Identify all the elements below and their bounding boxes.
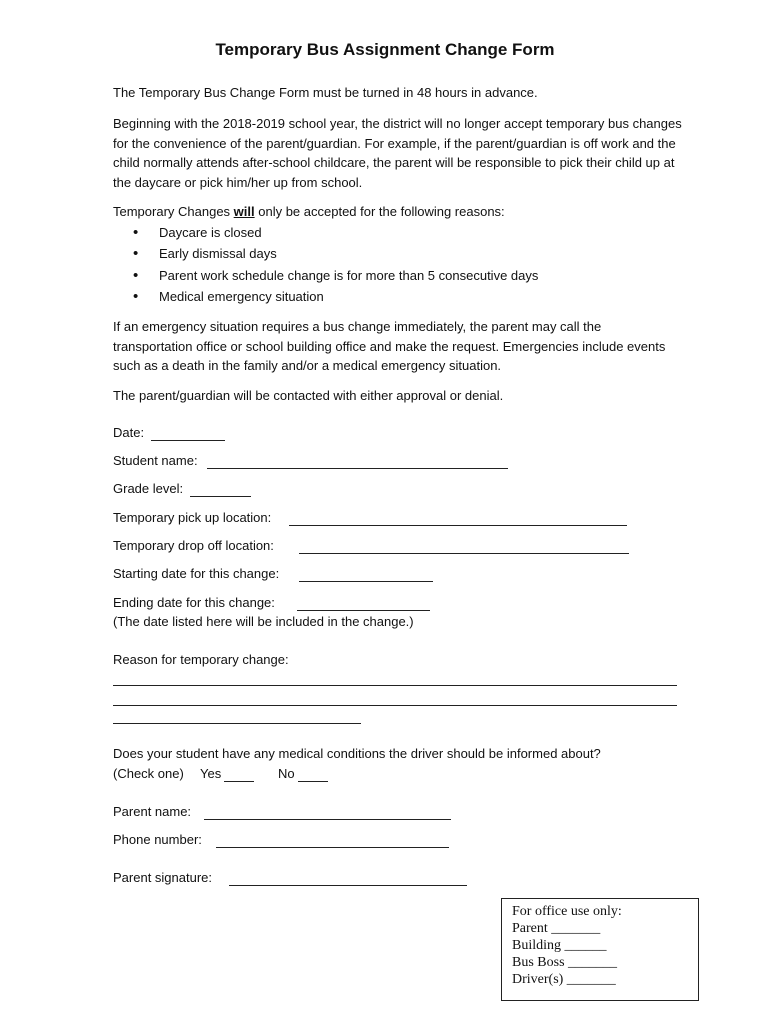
reason-line-1[interactable] <box>113 685 677 686</box>
end-date-note: (The date listed here will be included in the change.) <box>113 614 414 629</box>
reasons-list <box>113 222 538 307</box>
reason-label: Reason for temporary change: <box>113 652 289 667</box>
no-checkbox[interactable] <box>298 781 328 782</box>
list-item: • Daycare is closed <box>113 222 538 243</box>
list-item: • Parent work schedule change is for more than 5 consecutive days <box>113 265 538 286</box>
list-item: • Early dismissal days <box>113 243 538 264</box>
pickup-field[interactable] <box>289 525 627 526</box>
end-date-field[interactable] <box>297 610 430 611</box>
parent-name-field[interactable] <box>204 819 451 820</box>
phone-label: Phone number: <box>113 832 202 847</box>
student-name-label: Student name: <box>113 453 198 468</box>
date-label: Date: <box>113 425 145 440</box>
phone-field[interactable] <box>216 847 449 848</box>
grade-level-label: Grade level: <box>113 481 184 496</box>
office-building: Building ______ <box>512 938 607 953</box>
office-bus-boss: Bus Boss _______ <box>512 955 618 970</box>
emergency-text: If an emergency situation requires a bus change immediately, the parent may call the transportation office or school building office and make the request. Emergencies include events such as a death in the family and/or a medical emergency situation. <box>113 319 666 373</box>
grade-level-field[interactable] <box>190 496 251 497</box>
reason-line-2[interactable] <box>113 705 677 706</box>
policy-text: Beginning with the 2018-2019 school year, the district will no longer accept temporary bus changes for the convenience of the parent/guardian. For example, if the parent/guardian is off work and the child normally attends after-school childcare, the parent will be responsible to pick their child up at the daycare or pick him/her up from school. <box>113 116 682 190</box>
office-heading: For office use only: <box>512 904 622 919</box>
medical-question: Does your student have any medical conditions the driver should be informed about? <box>113 746 601 761</box>
emphasis-will: will <box>233 204 255 219</box>
reason-line-3[interactable] <box>113 723 361 724</box>
end-date-label: Ending date for this change: <box>113 595 275 610</box>
yes-label: Yes <box>200 766 222 781</box>
contact-text: The parent/guardian will be contacted with either approval or denial. <box>113 388 504 403</box>
signature-label: Parent signature: <box>113 870 213 885</box>
check-one-label: (Check one) <box>113 766 184 781</box>
parent-name-label: Parent name: <box>113 804 192 819</box>
office-use-box <box>501 898 699 1001</box>
student-name-field[interactable] <box>207 468 508 469</box>
intro-text: The Temporary Bus Change Form must be turned in 48 hours in advance. <box>113 85 538 100</box>
start-date-field[interactable] <box>299 581 433 582</box>
pickup-label: Temporary pick up location: <box>113 510 272 525</box>
date-field[interactable] <box>151 440 225 441</box>
signature-field[interactable] <box>229 885 467 886</box>
yes-checkbox[interactable] <box>224 781 254 782</box>
dropoff-label: Temporary drop off location: <box>113 538 274 553</box>
start-date-label: Starting date for this change: <box>113 566 280 581</box>
office-parent: Parent _______ <box>512 921 601 936</box>
office-drivers: Driver(s) _______ <box>512 972 616 987</box>
form-title: Temporary Bus Assignment Change Form <box>215 40 555 59</box>
reasons-intro: Temporary Changes will only be accepted for the following reasons: <box>113 204 505 219</box>
dropoff-field[interactable] <box>299 553 629 554</box>
list-item: • Medical emergency situation <box>113 286 538 307</box>
no-label: No <box>278 766 295 781</box>
